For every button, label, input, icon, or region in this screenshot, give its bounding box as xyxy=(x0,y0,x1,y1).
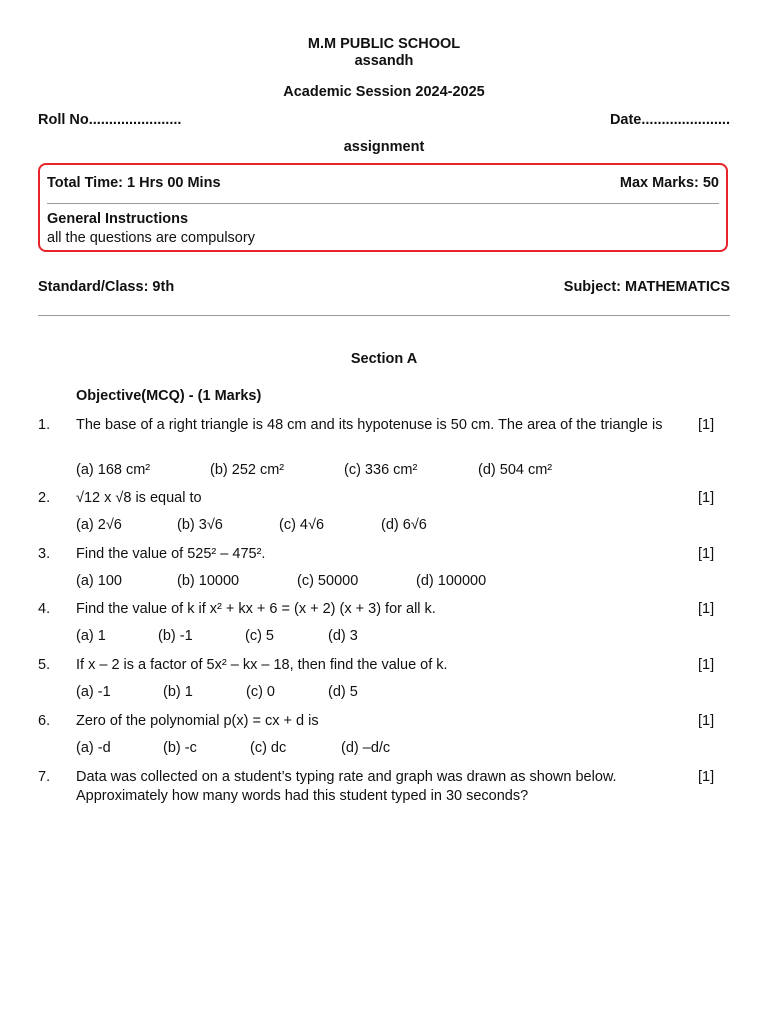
question-text: If x – 2 is a factor of 5x² – kx – 18, then find the value of k. xyxy=(76,657,448,673)
option-d: (d) 504 cm² xyxy=(478,462,553,478)
option-b: (b) -1 xyxy=(158,628,193,644)
option-a: (a) 168 cm² xyxy=(76,462,151,478)
question-text: Find the value of k if x² + kx + 6 = (x + 2) (x + 3) for all k. xyxy=(76,601,436,617)
option-a: (a) 1 xyxy=(76,628,106,644)
option-c: (c) 4√6 xyxy=(279,517,325,533)
option-b: (b) 252 cm² xyxy=(210,462,285,478)
question-text: Data was collected on a student’s typing rate and graph was drawn as shown below. Approximately how many words had this student typed in 30 seconds? xyxy=(76,769,617,804)
school-location: assandh xyxy=(354,53,414,69)
question-marks: [1] xyxy=(698,490,715,506)
total-time: Total Time: 1 Hrs 00 Mins xyxy=(47,175,221,191)
question-text: √12 x √8 is equal to xyxy=(76,490,202,506)
roll-date-row xyxy=(38,112,730,128)
main-divider xyxy=(38,315,730,316)
question-number: 1. xyxy=(38,417,51,433)
options-6 xyxy=(76,740,390,756)
objective-title: Objective(MCQ) - (1 Marks) xyxy=(76,388,262,404)
question-number: 5. xyxy=(38,657,51,673)
options-5 xyxy=(76,684,358,700)
school-header xyxy=(0,36,768,70)
option-d: (d) 3 xyxy=(328,628,358,644)
options-3 xyxy=(76,573,486,589)
option-a: (a) 2√6 xyxy=(76,517,122,533)
option-a: (a) 100 xyxy=(76,573,122,589)
instructions-title: General Instructions xyxy=(47,211,189,227)
option-b: (b) 1 xyxy=(163,684,193,700)
option-a: (a) -d xyxy=(76,740,111,756)
option-a: (a) -1 xyxy=(76,684,111,700)
question-number: 6. xyxy=(38,713,51,729)
option-c: (c) 336 cm² xyxy=(344,462,418,478)
info-box xyxy=(38,163,728,252)
question-text: Find the value of 525² – 475². xyxy=(76,546,266,562)
question-marks: [1] xyxy=(698,601,715,617)
question-number: 4. xyxy=(38,601,51,617)
option-c: (c) 50000 xyxy=(297,573,359,589)
question-marks: [1] xyxy=(698,417,715,433)
time-marks-row xyxy=(47,175,719,191)
option-d: (d) 5 xyxy=(328,684,358,700)
class-subject-row xyxy=(38,279,730,295)
question-number: 7. xyxy=(38,769,51,785)
date-field: Date...................... xyxy=(609,112,730,128)
max-marks: Max Marks: 50 xyxy=(619,175,719,191)
question-marks: [1] xyxy=(698,769,715,785)
option-c: (c) 0 xyxy=(246,684,275,700)
options-4 xyxy=(76,628,358,644)
box-divider xyxy=(47,203,719,204)
question-number: 3. xyxy=(38,546,51,562)
option-d: (d) 100000 xyxy=(416,573,487,589)
question-text: The base of a right triangle is 48 cm and its hypotenuse is 50 cm. The area of the triangle is xyxy=(76,417,663,433)
school-name: M.M PUBLIC SCHOOL xyxy=(307,36,461,52)
question-text: Zero of the polynomial p(x) = cx + d is xyxy=(76,713,319,729)
section-title: Section A xyxy=(350,351,418,367)
subject-label: Subject: MATHEMATICS xyxy=(563,279,730,295)
assignment-label: assignment xyxy=(343,139,425,155)
option-d: (d) 6√6 xyxy=(381,517,427,533)
question-marks: [1] xyxy=(698,713,715,729)
roll-no: Roll No....................... xyxy=(38,112,182,128)
options-1 xyxy=(76,462,552,478)
class-label: Standard/Class: 9th xyxy=(38,279,175,295)
option-d: (d) –d/c xyxy=(341,740,391,756)
option-c: (c) 5 xyxy=(245,628,274,644)
instructions-text: all the questions are compulsory xyxy=(47,230,255,246)
option-b: (b) 10000 xyxy=(177,573,240,589)
question-number: 2. xyxy=(38,490,51,506)
option-b: (b) -c xyxy=(163,740,197,756)
options-2 xyxy=(76,517,427,533)
question-marks: [1] xyxy=(698,546,715,562)
question-marks: [1] xyxy=(698,657,715,673)
option-c: (c) dc xyxy=(250,740,287,756)
academic-session: Academic Session 2024-2025 xyxy=(283,84,485,100)
option-b: (b) 3√6 xyxy=(177,517,223,533)
